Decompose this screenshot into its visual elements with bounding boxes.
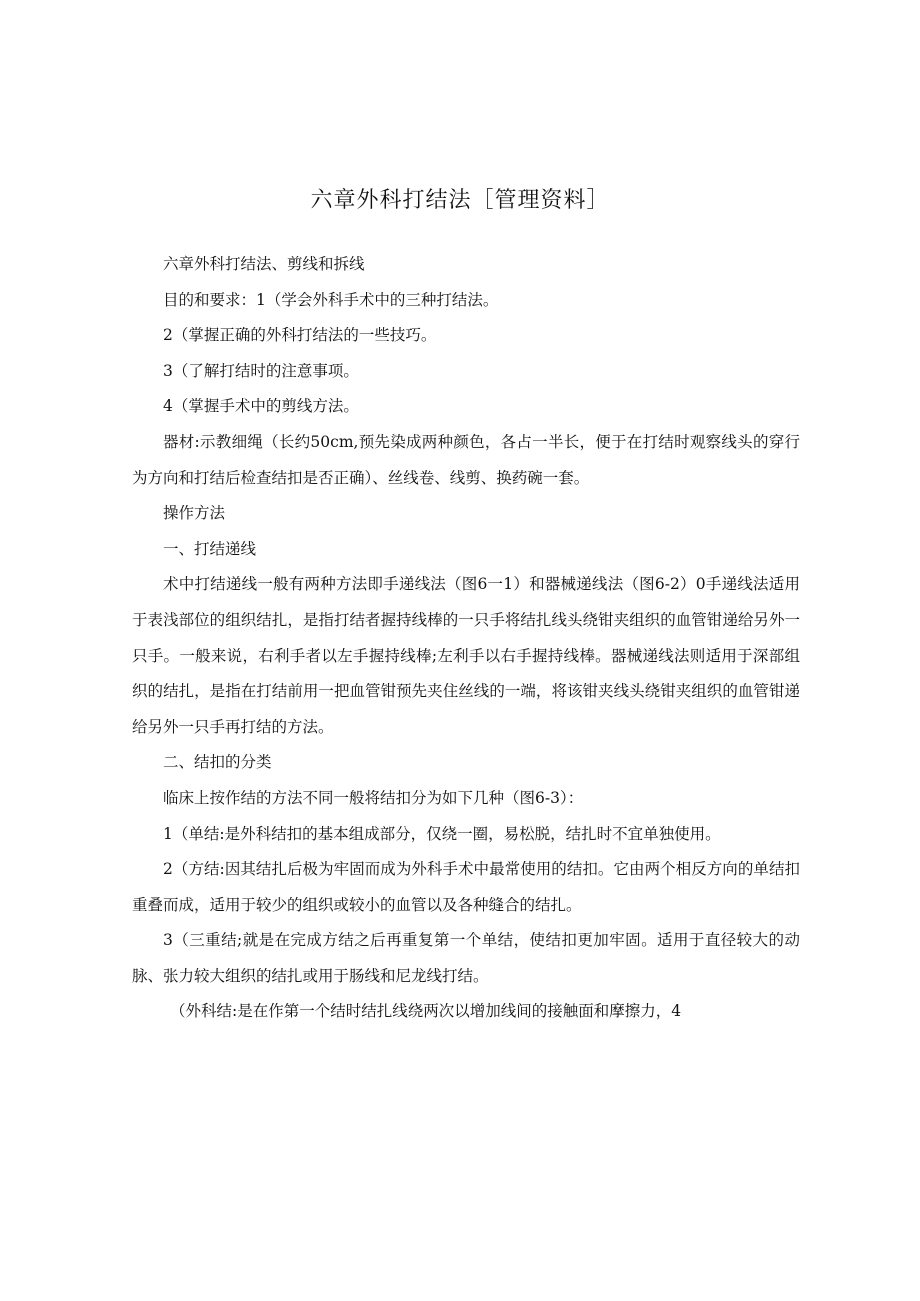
document-title: 六章外科打结法［管理资料］ <box>310 188 610 213</box>
paragraph-knot-intro: 临床上按作结的方法不同一般将结扣分为如下几种（图6-3）： <box>163 788 584 807</box>
paragraph-objective-1: 目的和要求：1（学会外科手术中的三种打结法。 <box>163 290 499 309</box>
paragraph-objective-4: 4（掌握手术中的剪线方法。 <box>163 397 359 416</box>
paragraph-method-heading: 操作方法 <box>163 504 226 523</box>
paragraph-equipment: 器材:示教细绳（长约50cm,预先染成两种颜色，各占一半长，便于在打结时观察线头的穿行为方向和打结后检查结扣是否正确）、丝线卷、线剪、换药碗一套。 <box>132 432 800 487</box>
section-heading-thread-passing: 一、打结递线 <box>163 539 257 558</box>
paragraph-thread-passing: 术中打结递线一般有两种方法即手递线法（图6一1）和器械递线法（图6-2）0手递线法适用于表浅部位的组织结扎，是指打结者握持线棒的一只手将结扎线头绕钳夹组织的血管钳递给另外一只手。一般来说，右利手者以左手握持线棒;左利手以右手握持线棒。器械递线法则适用于深部组织的结扎，是指在打结前用一把血管钳预先夹住丝线的一端，将该钳夹线头绕钳夹组织的血管钳递给另外一只手再打结的方法。 <box>132 575 800 736</box>
paragraph-objective-3: 3（了解打结时的注意事项。 <box>163 361 359 380</box>
section-heading-knot-types: 二、结扣的分类 <box>163 753 272 772</box>
paragraph-surgical-knot: （外科结:是在作第一个结时结扎线绕两次以增加线间的接触面和摩擦力，4 <box>170 1002 682 1021</box>
paragraph-triple-knot: 3（三重结;就是在完成方结之后再重复第一个单结，使结扣更加牢固。适用于直径较大的动脉、张力较大组织的结扎或用于肠线和尼龙线打结。 <box>132 931 800 985</box>
paragraph-square-knot: 2（方结:因其结扎后极为牢固而成为外科手术中最常使用的结扣。它由两个相反方向的单结扣重叠而成，适用于较少的组织或较小的血管以及各种缝合的结扎。 <box>132 860 800 914</box>
paragraph-single-knot: 1（单结:是外科结扣的基本组成部分，仅绕一圈，易松脱，结扎时不宜单独使用。 <box>163 824 721 843</box>
paragraph-objective-2: 2（掌握正确的外科打结法的一些技巧。 <box>163 326 437 345</box>
document-body <box>132 247 800 1030</box>
paragraph-subtitle: 六章外科打结法、剪线和拆线 <box>163 255 365 273</box>
